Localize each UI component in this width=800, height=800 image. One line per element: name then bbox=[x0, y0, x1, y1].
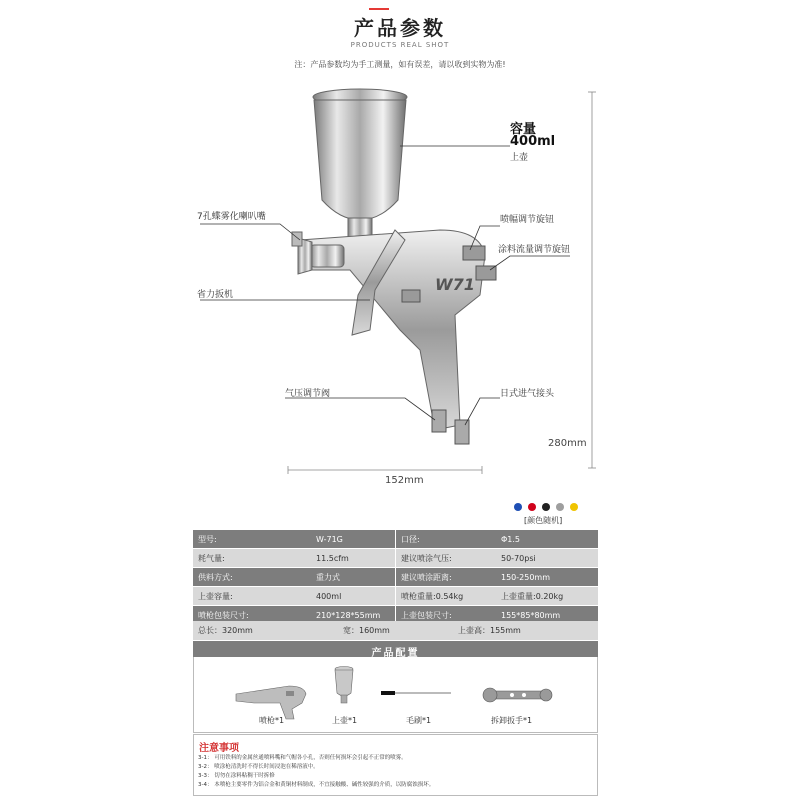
accessories-panel bbox=[193, 657, 598, 733]
cup-callout: 上壶 bbox=[510, 153, 529, 163]
table-row bbox=[193, 530, 598, 549]
accessory-brush-image bbox=[381, 691, 451, 695]
product-illustration bbox=[180, 80, 600, 486]
spec-key: 上壶包装尺寸: bbox=[395, 606, 496, 624]
cup-height: 上壶高：155mm bbox=[458, 626, 521, 635]
spec-key: 喷枪包装尺寸: bbox=[198, 611, 249, 620]
table-row bbox=[193, 568, 598, 587]
overall-dimensions-row bbox=[193, 621, 598, 640]
spec-value: 11.5cfm bbox=[316, 554, 349, 563]
spec-key: 喷枪重量:0.54kg bbox=[395, 587, 496, 605]
accessories-images bbox=[194, 661, 599, 721]
capacity-value: 400ml bbox=[510, 134, 556, 149]
precaution-line: 3-1： 可用铁料的金属丝通喷料嘴和气帽各小孔，否则任何损坏会引起不正常的喷雾。 bbox=[198, 755, 407, 761]
spec-value: 重力式 bbox=[316, 573, 340, 582]
height-dimension: 280mm bbox=[548, 438, 587, 449]
color-random-note: [颜色随机] bbox=[524, 516, 563, 525]
precautions-title: 注意事项 bbox=[199, 743, 239, 754]
accessory-label: 毛刷*1 bbox=[406, 716, 432, 725]
color-swatches bbox=[514, 503, 578, 511]
spec-table bbox=[193, 530, 598, 625]
spec-key: 耗气量: bbox=[198, 554, 225, 563]
config-title: 产品配置 bbox=[371, 648, 420, 659]
spec-key: 上壶容量: bbox=[198, 592, 233, 601]
color-swatch bbox=[528, 503, 536, 511]
precaution-line: 3-2： 喷涂枪清洗时不得长时间浸泡在稀溶液中。 bbox=[198, 764, 319, 770]
spec-key: 建议喷涂气压: bbox=[395, 549, 496, 567]
nozzle-callout: 7孔蝶雾化喇叭嘴 bbox=[197, 212, 266, 222]
spec-value: 400ml bbox=[316, 592, 342, 601]
precaution-line: 3-3： 切勿在涂料粘稠干时拆修 bbox=[198, 773, 275, 779]
precautions-panel bbox=[193, 734, 598, 796]
accessory-wrench-image bbox=[483, 688, 552, 702]
spec-value: 150-250mm bbox=[501, 573, 551, 582]
spec-key: 型号: bbox=[198, 535, 217, 544]
accessory-label: 喷枪*1 bbox=[259, 716, 285, 725]
spec-value: 上壶重量:0.20kg bbox=[501, 592, 564, 601]
precaution-line: 3-4： 本喷枪主要零件为铝合金和黄铜材料制成，不宜接触酸、碱性较强的介质，以防腐蚀损坏。 bbox=[198, 782, 435, 788]
spec-value: 155*85*80mm bbox=[501, 611, 561, 620]
spec-value: Φ1.5 bbox=[501, 535, 521, 544]
pressure-valve-callout: 气压调节阀 bbox=[285, 389, 331, 399]
overall-width: 宽：160mm bbox=[343, 626, 390, 635]
color-swatch bbox=[556, 503, 564, 511]
accessory-cup-image bbox=[335, 667, 353, 704]
accessory-label: 拆卸扳手*1 bbox=[491, 716, 533, 725]
spec-key: 建议喷涂距离: bbox=[395, 568, 496, 586]
trigger-callout: 省力扳机 bbox=[197, 290, 234, 300]
overall-length: 总长：320mm bbox=[198, 626, 253, 635]
table-row bbox=[193, 549, 598, 568]
spec-value: 210*128*55mm bbox=[316, 611, 381, 620]
spec-key: 供料方式: bbox=[198, 573, 233, 582]
spec-value: W-71G bbox=[316, 535, 343, 544]
page-title: 产品参数 bbox=[354, 16, 446, 40]
color-swatch bbox=[514, 503, 522, 511]
capacity-label: 容量 bbox=[510, 122, 537, 137]
spec-key: 口径: bbox=[395, 530, 496, 548]
config-header bbox=[193, 641, 598, 657]
air-inlet-callout: 日式进气接头 bbox=[500, 389, 555, 399]
gun-logo: W71 bbox=[435, 275, 475, 294]
title-accent-bar bbox=[369, 8, 389, 10]
measurement-note: 注：产品参数均为手工测量，如有误差，请以收到实物为准! bbox=[294, 60, 506, 69]
color-swatch bbox=[570, 503, 578, 511]
spray-knob-callout: 喷幅调节旋钮 bbox=[500, 215, 555, 225]
page-subtitle: PRODUCTS REAL SHOT bbox=[350, 41, 450, 49]
spec-value: 50-70psi bbox=[501, 554, 536, 563]
table-row bbox=[193, 587, 598, 606]
flow-knob-callout: 涂料流量调节旋钮 bbox=[498, 245, 571, 255]
color-swatch bbox=[542, 503, 550, 511]
width-dimension: 152mm bbox=[385, 475, 424, 486]
accessory-label: 上壶*1 bbox=[332, 716, 358, 725]
